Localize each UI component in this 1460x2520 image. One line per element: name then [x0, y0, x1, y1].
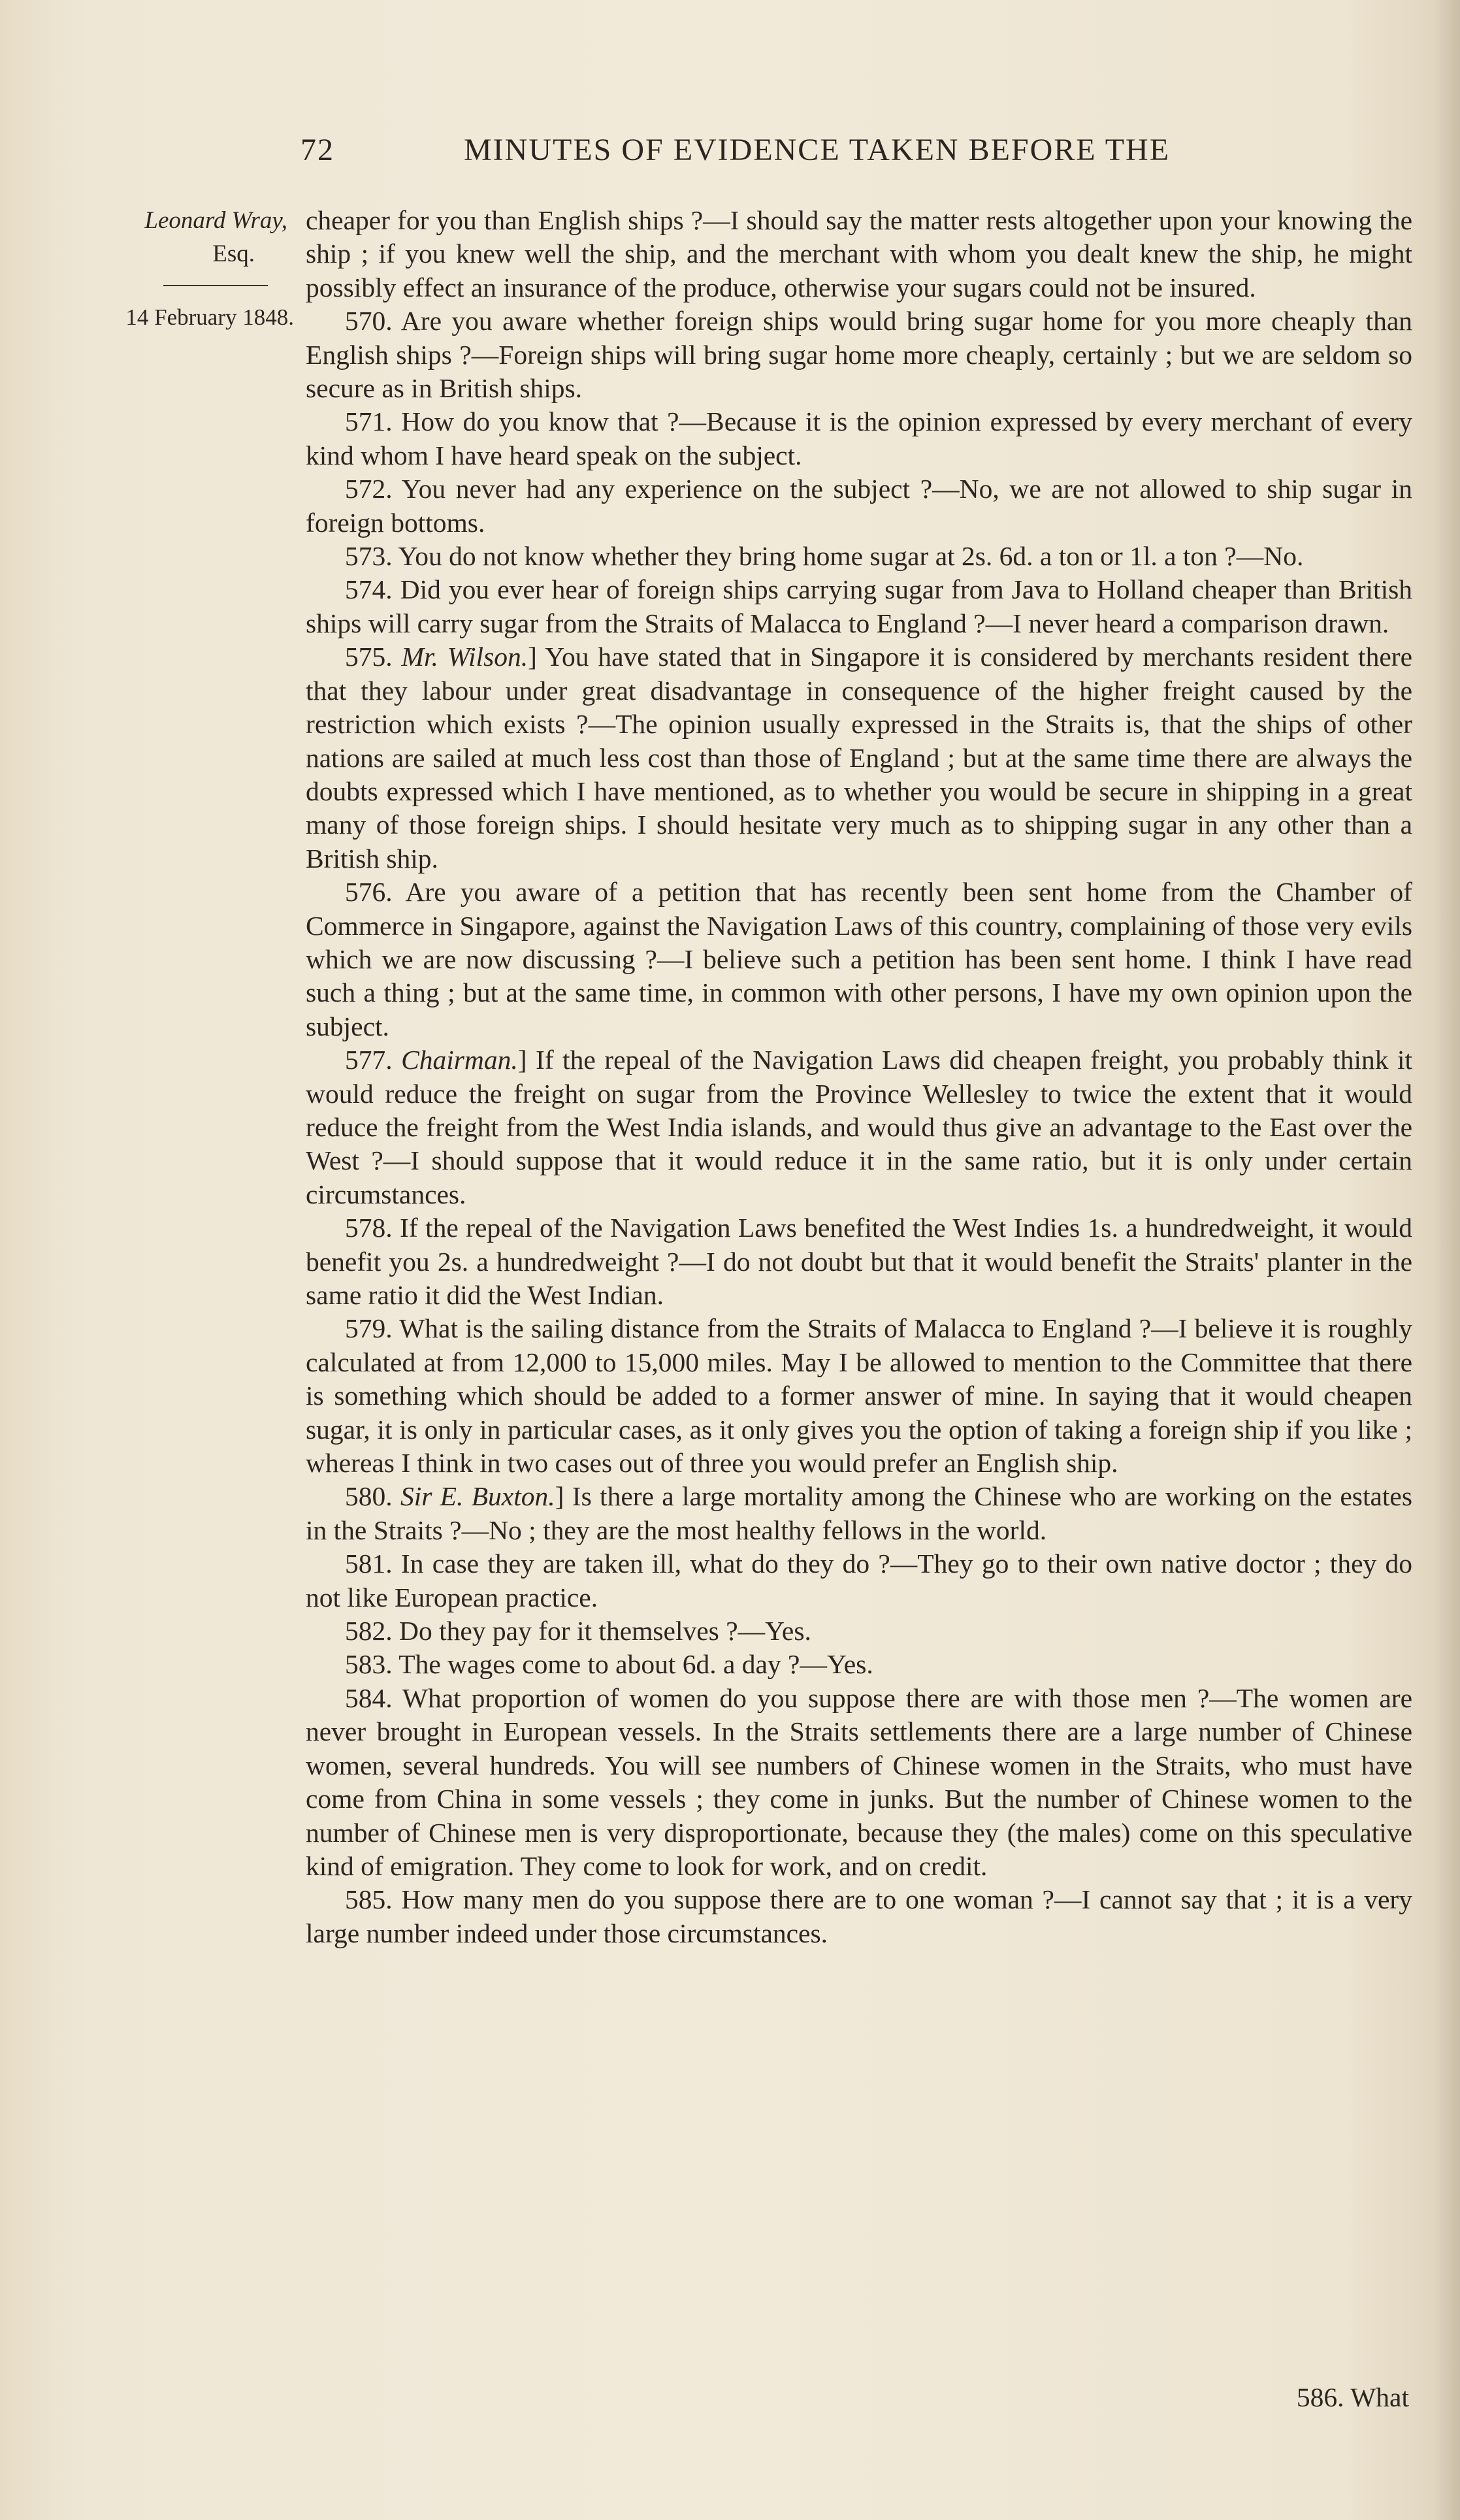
question-number: 574.	[345, 574, 393, 605]
running-title: MINUTES OF EVIDENCE TAKEN BEFORE THE	[464, 133, 1171, 167]
question-text: You have stated that in Singapore it is considered by merchants resident there that they labour under great disadvantage in consequence of the higher freight caused by the restriction which exists ?—The opinion usually expressed in the Straits is, that the ships of other nations are sailed at much less cost than those of England ; but at the same time there are always the doubts expressed which I have mentioned, as to whether you would be secure in shipping in a great many of those foreign ships. I should hesitate very much as to shipping sugar in any other than a British ship.	[306, 642, 1412, 874]
question-number: 577.	[345, 1045, 393, 1075]
speaker-name: Chairman.	[401, 1045, 518, 1075]
question-text: Did you ever hear of foreign ships carrying sugar from Java to Holland cheaper than British ships will carry sugar from the Straits of Malacca to England ?—I never heard a comparison drawn.	[306, 574, 1412, 638]
question-paragraph	[306, 1547, 1412, 1614]
question-text: Is there a large mortality among the Chinese who are working on the estates in the Straits ?—No ; they are the most healthy fellows in the world.	[306, 1481, 1412, 1545]
speaker-name: Mr. Wilson.	[401, 642, 528, 672]
question-number: 584.	[345, 1682, 393, 1713]
evidence-text	[306, 204, 1412, 1950]
question-number: 582.	[345, 1616, 393, 1646]
question-paragraph	[306, 1614, 1412, 1648]
speaker-name: Sir E. Buxton.	[400, 1481, 555, 1512]
question-number: 578.	[345, 1213, 393, 1243]
question-text: How do you know that ?—Because it is the opinion expressed by every merchant of every kind whom I have heard speak on the subject.	[306, 406, 1412, 470]
side-margin-note	[78, 204, 294, 331]
page-number: 72	[300, 133, 334, 167]
question-paragraph	[306, 304, 1412, 405]
question-paragraph	[306, 1312, 1412, 1480]
question-number: 581.	[345, 1548, 393, 1579]
question-paragraph	[306, 1648, 1412, 1681]
witness-suffix: Esq.	[212, 240, 255, 267]
sitting-date: 14 February 1848.	[125, 304, 294, 330]
question-text: You never had any experience on the subject ?—No, we are not allowed to ship sugar in foreign bottoms.	[306, 474, 1413, 538]
question-text: The wages come to about 6d. a day ?—Yes.	[398, 1649, 873, 1680]
question-number: 570.	[345, 306, 393, 336]
question-paragraph	[306, 540, 1412, 573]
witness-name: Leonard Wray,	[144, 207, 287, 234]
question-text: You do not know whether they bring home sugar at 2s. 6d. a ton or 1l. a ton ?—No.	[398, 541, 1304, 572]
question-number: 572.	[345, 474, 393, 504]
question-paragraph	[306, 1682, 1412, 1883]
question-paragraph	[306, 405, 1412, 472]
question-text: If the repeal of the Navigation Laws did cheapen freight, you probably think it would reduce the freight on sugar from the Province Wellesley to twice the extent that it would reduce the freight from the West India islands, and would thus give an advantage to the East over the West ?—I should suppose that it would reduce it in the same ratio, but it is only under certain circumstances.	[306, 1045, 1413, 1209]
question-number: 575.	[345, 642, 393, 672]
question-paragraph	[306, 1883, 1412, 1950]
question-paragraph: 575. Mr. Wilson.] You have stated that in Singapore it is considered by merchants resident there that they labour under great disadvantage in consequence of the higher freight caused by the restriction which exists ?—The opinion usually expressed in the Straits is, that the ships of other nations are sailed at much less cost than those of England ; but at the same time there are always the doubts expressed which I have mentioned, as to whether you would be secure in shipping in a great many of those foreign ships. I should hesitate very much as to shipping sugar in any other than a British ship.	[306, 642, 1412, 874]
question-paragraph	[306, 472, 1412, 540]
page-edge-shadow	[1434, 0, 1460, 2520]
question-text: What is the sailing distance from the Straits of Malacca to England ?—I believe it is roughly calculated at from 12,000 to 15,000 miles. May I be allowed to mention to the Committee that there is something which should be added to a former answer of mine. In saying that it would cheapen sugar, it is only in particular cases, as it only gives you the option of taking a foreign ship if you like ; whereas I think in two cases out of three you would prefer an English ship.	[306, 1313, 1412, 1479]
question-paragraph	[306, 1211, 1412, 1312]
question-text: How many men do you suppose there are to one woman ?—I cannot say that ; it is a very large number indeed under those circumstances.	[306, 1884, 1412, 1948]
question-number: 585.	[345, 1884, 393, 1915]
paragraph-continued: cheaper for you than English ships ?—I should say the matter rests altogether upon your knowing the ship ; if you knew well the ship, and the merchant with whom you dealt knew the ship, he might possibly effect an insurance of the produce, otherwise your sugars could not be insured.	[306, 205, 1412, 303]
question-number: 573.	[345, 541, 393, 572]
question-number: 580.	[345, 1481, 393, 1512]
question-paragraph: 580. Sir E. Buxton.] Is there a large mortality among the Chinese who are working on the estates in the Straits ?—No ; they are the most healthy fellows in the world.	[306, 1481, 1412, 1545]
question-paragraph	[306, 573, 1412, 640]
margin-rule	[163, 285, 268, 286]
question-number: 583.	[345, 1649, 393, 1680]
catchword: 586. What	[1296, 2382, 1409, 2412]
question-paragraph: 577. Chairman.] If the repeal of the Navigation Laws did cheapen freight, you probably think it would reduce the freight on sugar from the Province Wellesley to twice the extent that it would reduce the freight from the West India islands, and would thus give an advantage to the East over the West ?—I should suppose that it would reduce it in the same ratio, but it is only under certain circumstances.	[306, 1045, 1413, 1209]
question-number: 576.	[345, 877, 393, 908]
question-text: If the repeal of the Navigation Laws benefited the West Indies 1s. a hundredweight, it would benefit you 2s. a hundredweight ?—I do not doubt but that it would benefit the Straits' planter in the same ratio it did the West Indian.	[306, 1213, 1413, 1310]
question-paragraph	[306, 875, 1412, 1043]
question-text: Are you aware whether foreign ships would bring sugar home for you more cheaply than English ships ?—Foreign ships will bring sugar home more cheaply, certainly ; but we are seldom so secure as in British ships.	[306, 306, 1412, 404]
question-number: 579.	[345, 1313, 393, 1344]
question-text: What proportion of women do you suppose there are with those men ?—The women are never brought in European vessels. In the Straits settlements there are a large number of Chinese women, several hundreds. You will see numbers of Chinese women in the Straits, who must have come from China in some vessels ; they come in junks. But the number of Chinese women to the number of Chinese men is very disproportionate, because they (the males) come on this speculative kind of emigration. They come to look for work, and on credit.	[306, 1682, 1412, 1881]
question-text: Do they pay for it themselves ?—Yes.	[399, 1616, 811, 1646]
question-text: In case they are taken ill, what do they do ?—They go to their own native doctor ; they do not like European practice.	[306, 1548, 1412, 1612]
question-number: 571.	[345, 406, 393, 437]
question-text: Are you aware of a petition that has recently been sent home from the Chamber of Commerce in Singapore, against the Navigation Laws of this country, complaining of those very evils which we are now discussing ?—I believe such a petition has been sent home. I think I have read such a thing ; but at the same time, in common with other persons, I have my own opinion upon the subject.	[306, 877, 1412, 1041]
